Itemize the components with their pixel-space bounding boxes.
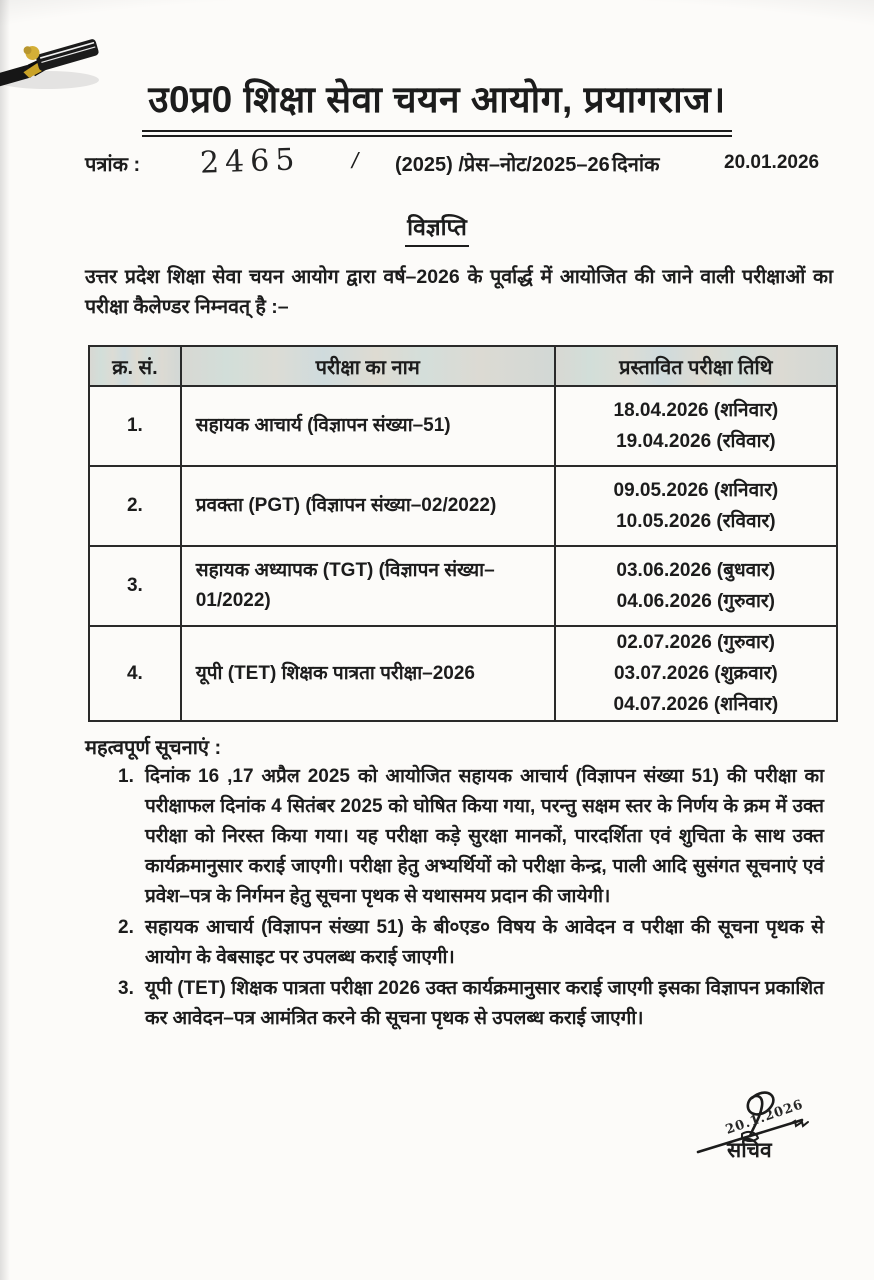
note-text: दिनांक 16 ,17 अप्रैल 2025 को आयोजित सहायक आचार्य (विज्ञापन संख्या 51) की परीक्षा का परीक्षाफल दिनांक 4 सितंबर 2025 को घोषित किया गया, परन्तु सक्षम स्तर के निर्णय के क्रम में उक्त परीक्षा को निरस्त किया गया। यह परीक्षा कड़े सुरक्षा मानकों, पारदर्शिता एवं शुचिता के साथ उक्त कार्यक्रमानुसार कराई जाएगी। परीक्षा हेतु अभ्यर्थियों को परीक्षा केन्द्र, पाली आदि सुसंगत सूचनाएं एवं प्रवेश–पत्र के निर्गमन हेतु सूचना पृथक से यथासमय प्रदान की जायेगी। xyxy=(145,766,824,907)
row-exam-dates xyxy=(555,386,837,466)
row-exam-name: सहायक अध्यापक (TGT) (विज्ञापन संख्या– 01/2022) xyxy=(181,546,555,626)
ref-suffix: (2025) /प्रेस–नोट/2025–26 xyxy=(395,154,610,176)
note-text: यूपी (TET) शिक्षक पात्रता परीक्षा 2026 उक्त कार्यक्रमानुसार कराई जाएगी इसका विज्ञापन प्रकाशित कर आवेदन–पत्र आमंत्रित करने की सूचना पृथक से उपलब्ध कराई जाएगी। xyxy=(145,978,824,1029)
row-exam-name: प्रवक्ता (PGT) (विज्ञापन संख्या–02/2022) xyxy=(181,466,555,546)
note-item xyxy=(118,762,824,912)
header-proposed-date: प्रस्तावित परीक्षा तिथि xyxy=(555,346,837,386)
note-number: 3. xyxy=(118,978,134,999)
row-serial: 2. xyxy=(89,466,181,546)
row-serial: 4. xyxy=(89,626,181,721)
ref-number-label: पत्रांक : xyxy=(85,154,141,176)
row-exam-dates xyxy=(555,546,837,626)
note-item xyxy=(118,974,824,1034)
handwritten-ref-number: 2465 xyxy=(199,142,301,181)
row-exam-dates xyxy=(555,466,837,546)
exam-date: 04.06.2026 (गुरुवार) xyxy=(616,591,776,612)
notice-heading: विज्ञप्ति xyxy=(405,210,469,247)
exam-date: 18.04.2026 (शनिवार) xyxy=(613,400,779,421)
secretary-label: सचिव xyxy=(727,1139,772,1162)
row-serial: 3. xyxy=(89,546,181,626)
org-title: उ0प्र0 शिक्षा सेवा चयन आयोग, प्रयागराज। xyxy=(142,72,731,137)
exam-date: 09.05.2026 (शनिवार) xyxy=(613,480,779,501)
exam-date: 03.06.2026 (बुधवार) xyxy=(616,560,776,581)
header-serial-no: क्र. सं. xyxy=(89,346,181,386)
exam-date: 04.07.2026 (शनिवार) xyxy=(613,694,779,715)
exam-date: 10.05.2026 (रविवार) xyxy=(616,511,776,532)
date-value: 20.01.2026 xyxy=(724,152,820,173)
row-exam-name: यूपी (TET) शिक्षक पात्रता परीक्षा–2026 xyxy=(181,626,555,721)
scan-left-shadow xyxy=(0,0,10,1280)
row-exam-dates xyxy=(555,626,837,721)
note-number: 1. xyxy=(118,766,134,787)
important-notes-heading: महत्वपूर्ण सूचनाएं : xyxy=(85,737,222,759)
intro-paragraph: उत्तर प्रदेश शिक्षा सेवा चयन आयोग द्वारा वर्ष–2026 के पूर्वार्द्ध में आयोजित की जाने वाली परीक्षाओं का परीक्षा कैलेण्डर निम्नवत् है :– xyxy=(85,266,833,318)
note-item xyxy=(118,913,824,973)
reference-line xyxy=(0,142,874,192)
exam-date: 19.04.2026 (रविवार) xyxy=(616,431,776,452)
exam-date: 02.07.2026 (गुरुवार) xyxy=(616,632,776,653)
important-notes-list xyxy=(118,762,824,1035)
date-label: दिनांक xyxy=(612,154,660,176)
note-number: 2. xyxy=(118,917,134,938)
scan-top-shadow xyxy=(0,0,874,72)
signature-date-scribble: 20.1.2026 xyxy=(723,1097,806,1138)
table-row xyxy=(89,386,837,466)
table-row xyxy=(89,546,837,626)
row-serial: 1. xyxy=(89,386,181,466)
note-text: सहायक आचार्य (विज्ञापन संख्या 51) के बी०एड० विषय के आवेदन व परीक्षा की सूचना पृथक से आयोग के वेबसाइट पर उपलब्ध कराई जाएगी। xyxy=(145,917,824,968)
header-exam-name: परीक्षा का नाम xyxy=(181,346,555,386)
exam-date: 03.07.2026 (शुक्रवार) xyxy=(613,663,778,684)
table-row xyxy=(89,626,837,721)
table-row xyxy=(89,466,837,546)
exam-calendar-table xyxy=(88,345,838,722)
ref-separator: / xyxy=(349,148,361,173)
row-exam-name: सहायक आचार्य (विज्ञापन संख्या–51) xyxy=(181,386,555,466)
table-header-row xyxy=(89,346,837,386)
